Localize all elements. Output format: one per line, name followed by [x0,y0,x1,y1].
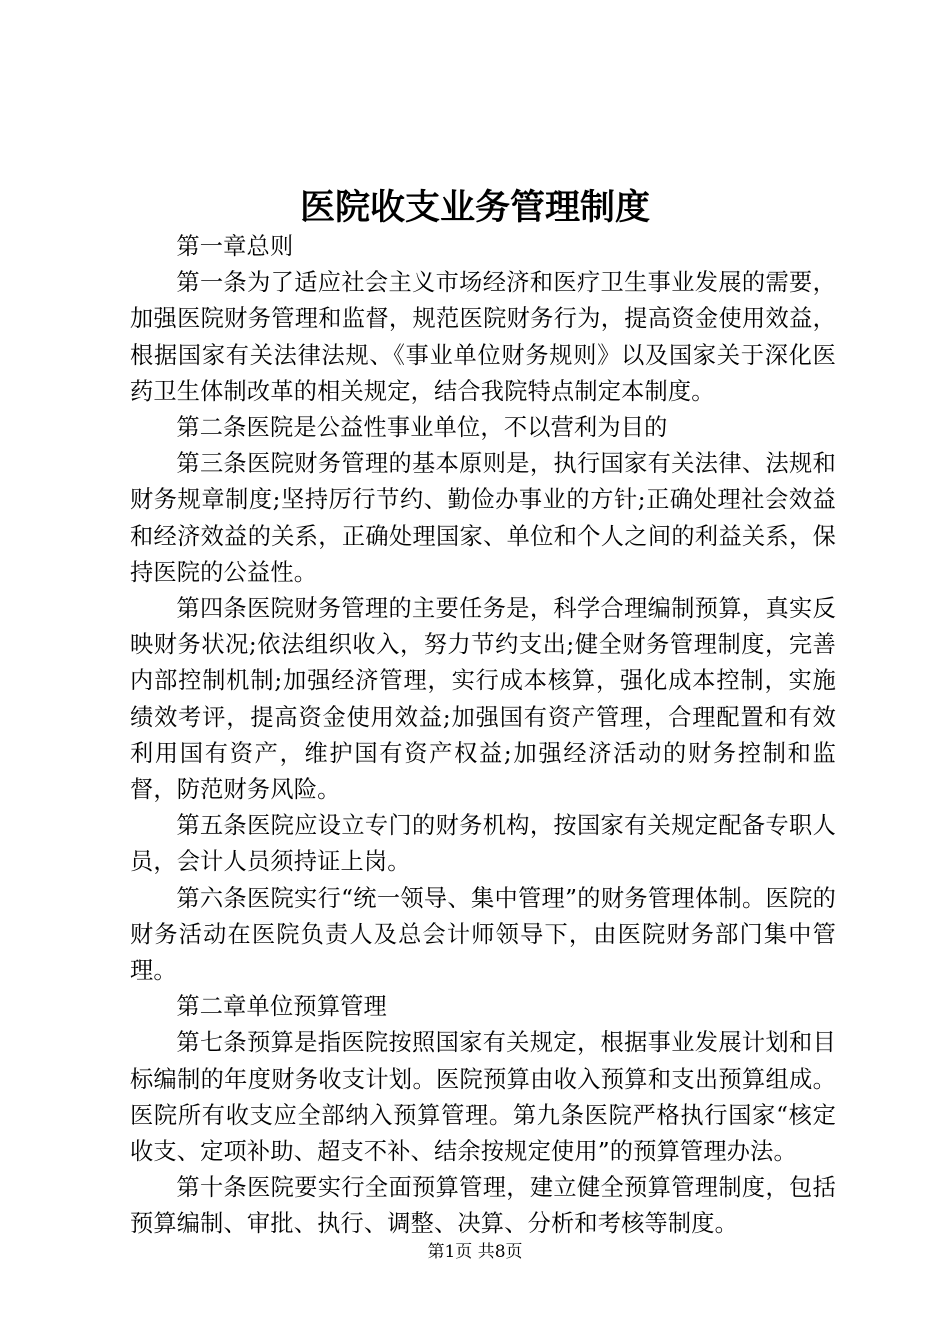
article-paragraph: 第十条医院要实行全面预算管理，建立健全预算管理制度，包括预算编制、审批、执行、调整、决算、分析和考核等制度。 [130,1174,836,1238]
article-paragraph: 第三条医院财务管理的基本原则是，执行国家有关法律、法规和财务规章制度;坚持厉行节约、勤俭办事业的方针;正确处理社会效益和经济效益的关系，正确处理国家、单位和个人之间的利益关系，保持医院的公益性。 [130,450,836,586]
page-number-footer: 第1页 共8页 [427,1242,523,1262]
article-paragraph: 第二条医院是公益性事业单位，不以营利为目的 [176,414,668,442]
chapter-heading: 第一章总则 [176,233,294,260]
article-paragraph: 第五条医院应设立专门的财务机构，按国家有关规定配备专职人员，会计人员须持证上岗。 [130,812,836,876]
document-title: 医院收支业务管理制度 [299,187,650,228]
article-paragraph: 第四条医院财务管理的主要任务是，科学合理编制预算，真实反映财务状况;依法组织收入，努力节约支出;健全财务管理制度，完善内部控制机制;加强经济管理，实行成本核算，强化成本控制，实施绩效考评，提高资金使用效益;加强国有资产管理，合理配置和有效利用国有资产，维护国有资产权益;加强经济活动的财务控制和监督，防范财务风险。 [130,595,836,804]
article-paragraph: 第一条为了适应社会主义市场经济和医疗卫生事业发展的需要，加强医院财务管理和监督，规范医院财务行为，提高资金使用效益，根据国家有关法律法规、《事业单位财务规则》以及国家关于深化医药卫生体制改革的相关规定，结合我院特点制定本制度。 [130,269,836,405]
chapter-heading: 第二章单位预算管理 [176,993,387,1021]
article-paragraph: 第七条预算是指医院按照国家有关规定，根据事业发展计划和目标编制的年度财务收支计划。医院预算由收入预算和支出预算组成。医院所有收支应全部纳入预算管理。第九条医院严格执行国家“核定收支、定项补助、超支不补、结余按规定使用”的预算管理办法。 [130,1029,836,1166]
article-paragraph: 第六条医院实行“统一领导、集中管理”的财务管理体制。医院的财务活动在医院负责人及总会计师领导下，由医院财务部门集中管理。 [130,884,836,985]
document-body [130,229,836,1243]
